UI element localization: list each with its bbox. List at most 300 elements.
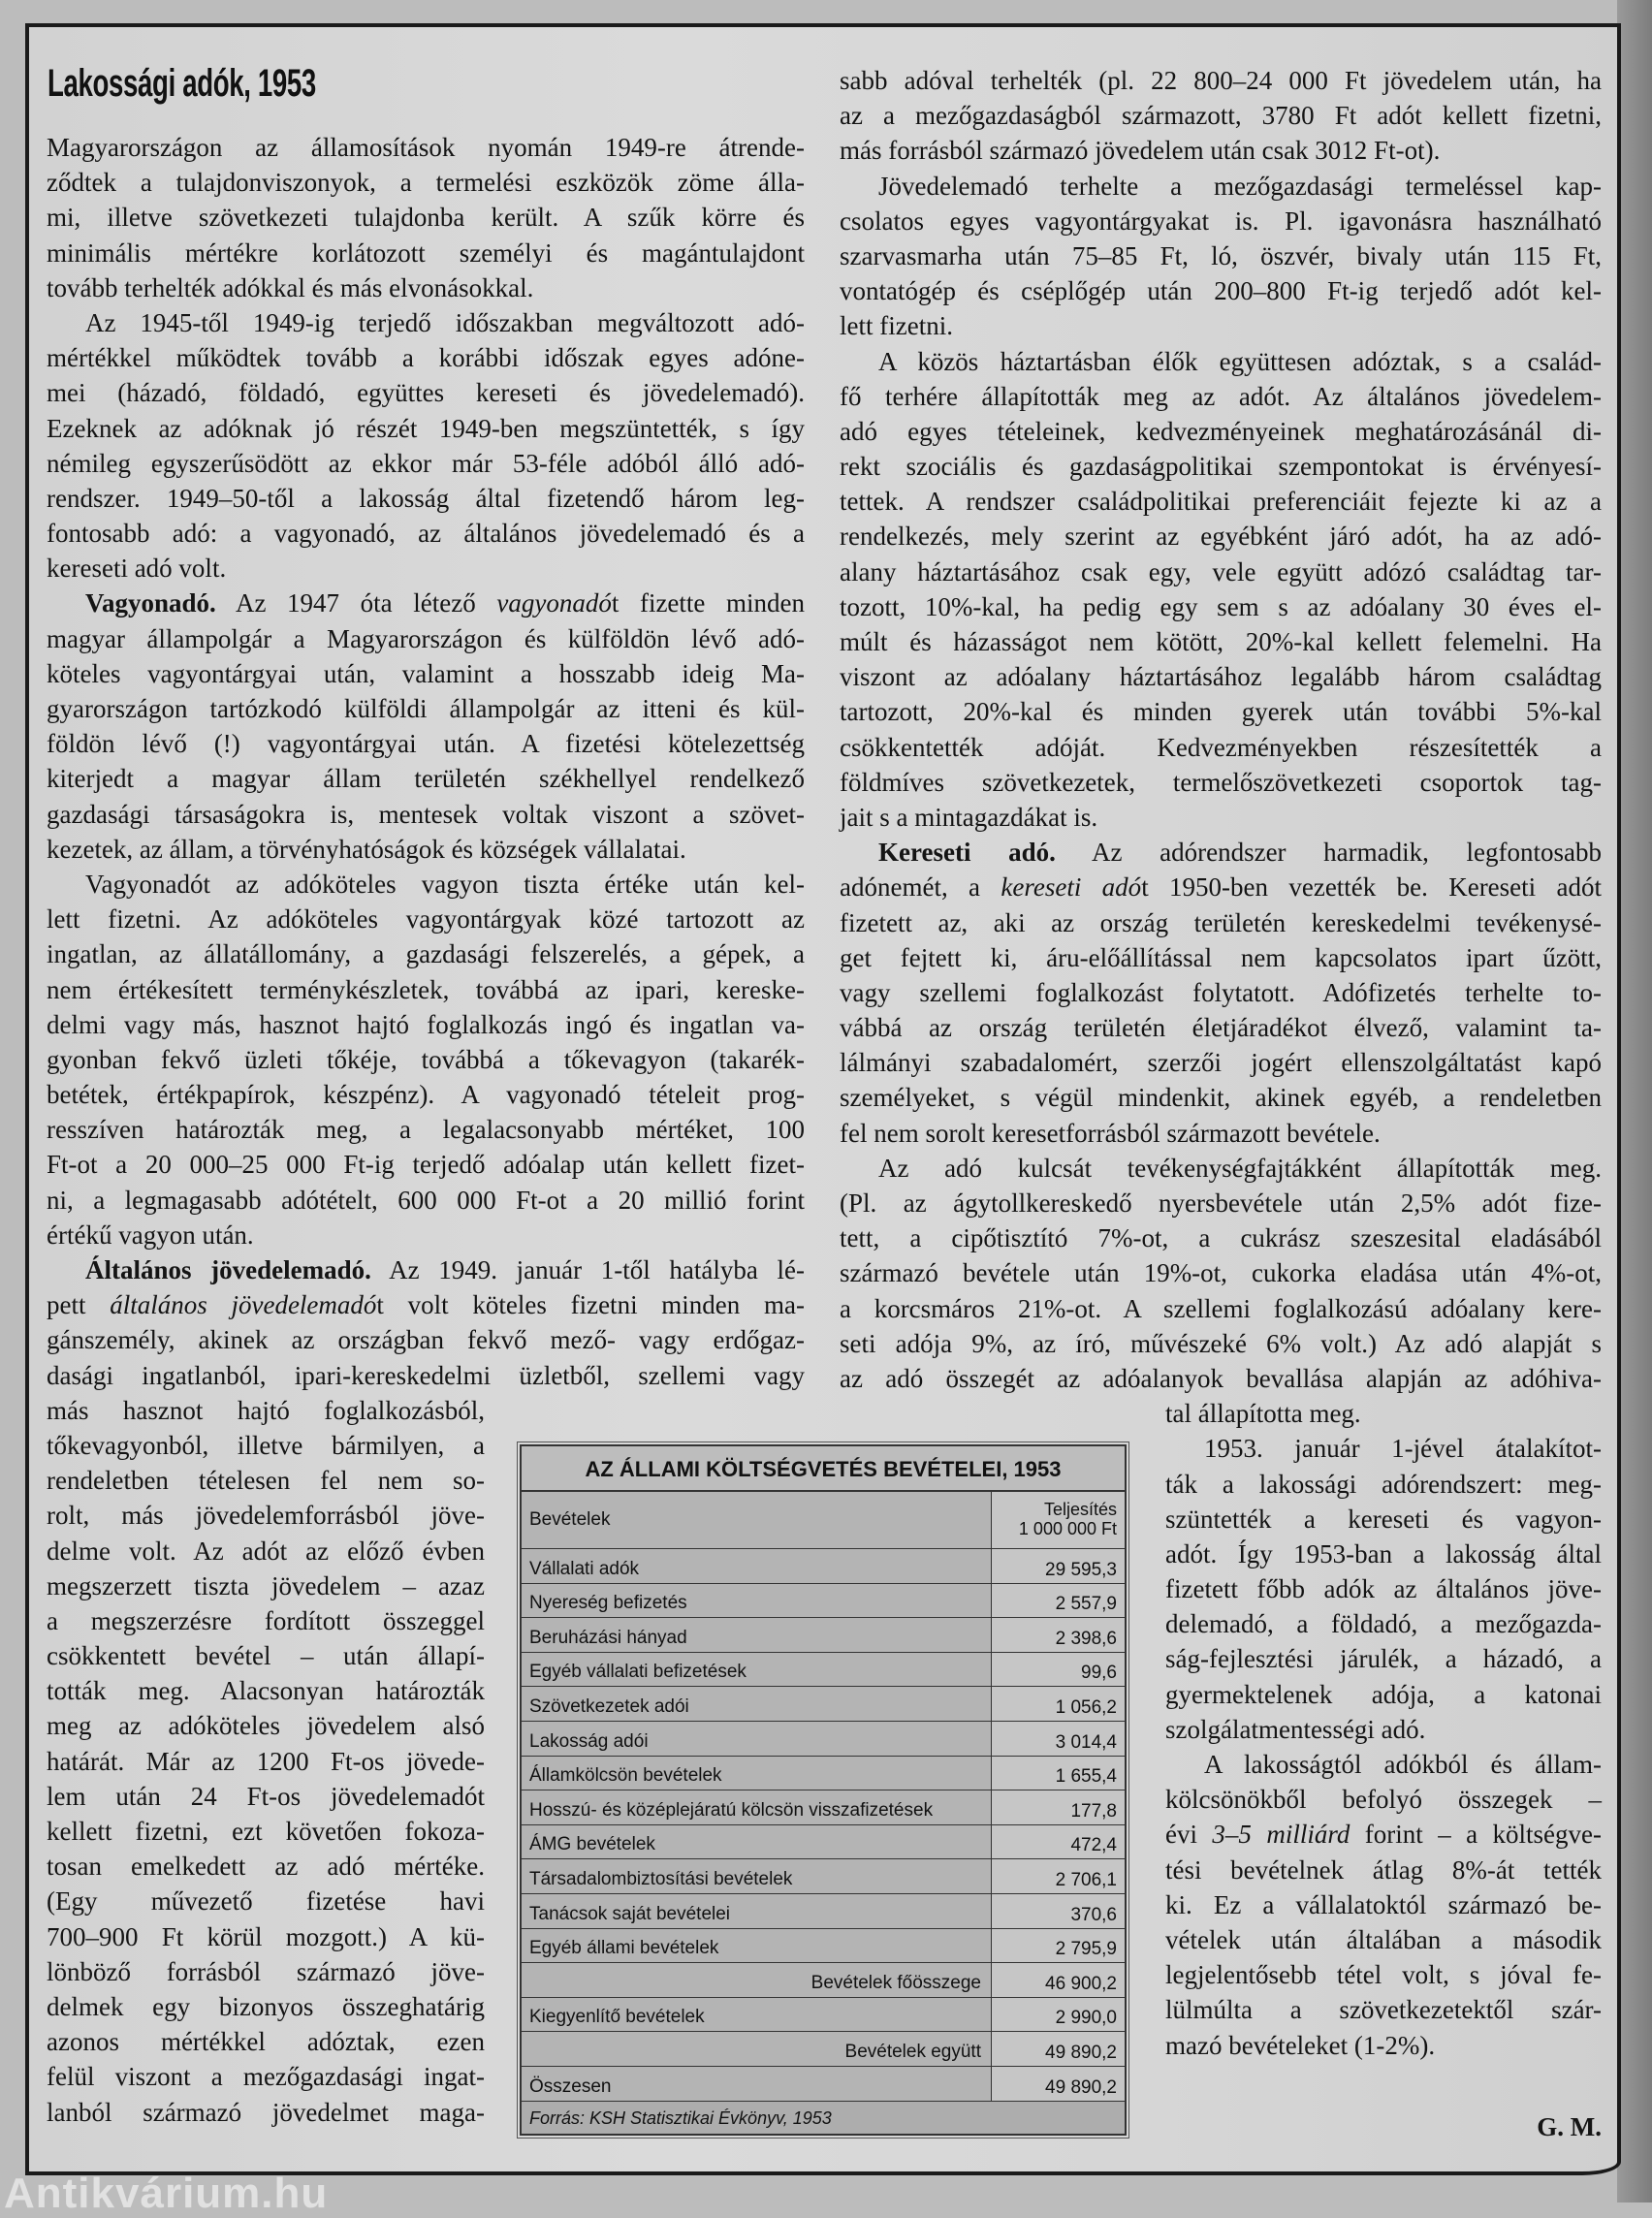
text-line <box>47 1393 485 1428</box>
text-run: tovább terhelték adókkal és más elvonásokkal. <box>47 272 534 302</box>
table-body <box>522 1549 1125 2102</box>
italic-run: vagyonadó <box>496 588 612 618</box>
text-run: rendeletben tételesen fel nem so- <box>47 1466 485 1496</box>
text-line <box>840 905 1602 940</box>
line-text <box>47 656 805 691</box>
text-run: ták a lakossági adórendszert: meg- <box>1165 1469 1602 1499</box>
line-text <box>840 694 1602 729</box>
line-text <box>840 98 1602 133</box>
line-text <box>47 1393 485 1428</box>
line-text <box>840 1045 1602 1080</box>
text-line <box>840 133 1602 168</box>
text-line <box>47 867 805 902</box>
text-line <box>47 1673 485 1708</box>
line-text <box>47 902 805 936</box>
text-run: Vagyonadót az adóköteles vagyon tiszta értéke után kel- <box>85 869 805 899</box>
row-label: Társadalombiztosítási bevételek <box>522 1859 992 1893</box>
row-value: 2 795,9 <box>992 1929 1125 1963</box>
text-line <box>47 1638 485 1673</box>
text-run: 1953. január 1-jével átalakítot- <box>1204 1434 1602 1464</box>
table-row <box>522 1549 1125 1584</box>
line-text <box>47 1287 805 1322</box>
text-run: kellett fizetni, ezt követően fokoza- <box>47 1817 485 1846</box>
line-text <box>47 761 805 796</box>
text-run: földmíves szövetkezetek, termelőszövetkezeti csoportok tag- <box>840 767 1602 797</box>
text-run: lett fizetni. <box>840 311 953 341</box>
line-text <box>85 586 805 620</box>
text-line <box>47 305 805 340</box>
text-run: minimális mértékre korlátozott személyi és magántulajdont <box>47 238 805 268</box>
paragraph <box>840 1151 1602 1432</box>
line-text <box>1165 1887 1602 1922</box>
text-line <box>47 1708 485 1743</box>
line-text <box>47 165 805 200</box>
text-line <box>1165 1992 1602 2027</box>
text-line <box>840 379 1602 414</box>
text-run: Jövedelemadó terhelte a mezőgazdasági termeléssel kap- <box>878 171 1602 201</box>
text-run: t volt köteles fizetni minden ma- <box>376 1290 805 1320</box>
line-text <box>47 130 805 165</box>
text-run: származó bevétele után 19%-ot, cukorka eladása után 4%-ot, <box>840 1258 1602 1288</box>
paragraph <box>47 867 805 1252</box>
line-text <box>840 449 1602 484</box>
italic-run: 3–5 milliárd <box>1212 1820 1350 1850</box>
line-text <box>47 1814 485 1849</box>
text-run: kereseti adó volt. <box>47 554 227 584</box>
text-run: delme volt. Az adót az előző évben <box>47 1536 485 1566</box>
line-text <box>840 204 1602 238</box>
text-line <box>840 449 1602 484</box>
text-run: dasági ingatlanból, ipari-kereskedelmi üzletből, szellemi vagy <box>47 1360 805 1390</box>
line-text <box>47 1568 485 1603</box>
text-run: betétek, értékpapírok, készpénz). A vagyonadó tételeit prog- <box>47 1080 805 1110</box>
text-run: szolgálatmentességi adó. <box>1165 1714 1426 1744</box>
line-text <box>47 1673 485 1708</box>
text-run: fő terhére állapították meg az adót. Az általános jövedelem- <box>840 381 1602 411</box>
text-run: szarvasmarha után 75–85 Ft, ló, öszvér, bivaly után 115 Ft, <box>840 240 1602 270</box>
line-text <box>840 1220 1602 1255</box>
text-line <box>840 1186 1602 1220</box>
paragraph <box>840 344 1602 836</box>
text-line <box>1165 2028 1602 2063</box>
text-line <box>47 375 805 410</box>
text-line <box>47 1252 805 1287</box>
paragraph <box>47 305 805 586</box>
text-line <box>47 1147 805 1182</box>
line-text <box>47 1042 805 1077</box>
text-run: gyarországon tartózkodó külföldi állampolgár az itteni és kül- <box>47 694 805 723</box>
text-line <box>47 797 805 832</box>
text-run: tották meg. Alacsonyan határozták <box>47 1676 485 1706</box>
row-value: 99,6 <box>992 1653 1125 1687</box>
text-run: sabb adóval terhelték (pl. 22 800–24 000 Ft jövedelem után, ha <box>840 66 1602 95</box>
text-run: az adó összegét az adóalanyok bevallása alapján az adóhiva- <box>840 1363 1602 1393</box>
line-text <box>47 516 805 551</box>
text-line <box>840 1220 1602 1255</box>
line-text <box>47 691 805 726</box>
text-run: tési bevételnek átlag 8%-át tették <box>1165 1854 1602 1885</box>
row-value: 472,4 <box>992 1825 1125 1859</box>
line-text <box>840 1361 1602 1396</box>
row-label: Tanácsok saját bevételei <box>522 1894 992 1928</box>
line-text <box>47 832 686 867</box>
line-text <box>1165 1677 1602 1712</box>
text-line <box>47 481 805 516</box>
text-run: a korcsmáros 21%-ot. A szellemi foglalkozású adóalany kere- <box>840 1293 1602 1323</box>
line-text <box>47 1183 805 1218</box>
text-run: viszont az adóalany háztartásához legalább három családtag <box>840 662 1602 692</box>
line-text <box>47 1638 485 1673</box>
line-text <box>878 344 1602 379</box>
paragraph <box>47 586 805 867</box>
line-text <box>47 621 805 656</box>
text-run: nem értékesített terménykészletek, továbbá az ipari, kereske- <box>47 974 805 1004</box>
row-value: 46 900,2 <box>992 1963 1125 1997</box>
text-run: magyar állampolgár a Magyarországon és külföldön lévő adó- <box>47 623 805 653</box>
text-run: A közös háztartásban élők együttesen adóztak, s a család- <box>878 346 1602 376</box>
text-run: rolt, más jövedelemforrásból jöve- <box>47 1501 485 1531</box>
text-line <box>1165 1957 1602 1992</box>
row-value: 2 398,6 <box>992 1618 1125 1652</box>
text-line <box>47 1779 485 1814</box>
text-line <box>47 236 805 270</box>
text-line <box>840 484 1602 519</box>
line-text <box>47 1989 485 2024</box>
text-run: gyonban fekvő üzleti tőkéje, továbbá a tőkevagyon (takarék- <box>47 1044 805 1074</box>
text-line <box>47 165 805 200</box>
text-line <box>840 694 1602 729</box>
author-signature: G. M. <box>1537 2112 1602 2141</box>
table-header-row <box>522 1492 1125 1549</box>
line-text <box>47 340 805 375</box>
line-text <box>85 1252 805 1287</box>
text-run: rekt szociális és gazdaságpolitikai szempontokat is érvényesí- <box>840 452 1602 482</box>
line-text <box>840 63 1602 98</box>
text-run: kiterjedt a magyar állam területén székhellyel rendelkező <box>47 764 805 794</box>
text-line <box>840 659 1602 694</box>
text-run: vontatógép és cséplőgép után 200–800 Ft-ig terjedő adót kel- <box>840 276 1602 306</box>
text-run: jait s a mintagazdákat is. <box>840 802 1098 832</box>
text-line <box>1165 1782 1602 1817</box>
row-value: 29 595,3 <box>992 1549 1125 1583</box>
text-line <box>47 130 805 165</box>
line-text <box>1165 1467 1602 1502</box>
text-line <box>840 1151 1602 1186</box>
line-text <box>840 379 1602 414</box>
row-value: 2 557,9 <box>992 1584 1125 1618</box>
line-text <box>878 169 1602 204</box>
line-text <box>1204 1747 1602 1782</box>
table-row <box>522 2032 1125 2067</box>
line-text <box>47 1147 805 1182</box>
row-value: 2 706,1 <box>992 1859 1125 1893</box>
text-run: Az 1947 óta létező <box>215 588 497 618</box>
text-line <box>840 589 1602 624</box>
text-line <box>1165 1606 1602 1641</box>
text-line <box>47 761 805 796</box>
paragraph <box>840 169 1602 344</box>
row-value: 1 655,4 <box>992 1757 1125 1790</box>
text-line <box>47 936 805 971</box>
text-run: pett <box>47 1290 111 1320</box>
row-label: Államkölcsön bevételek <box>522 1757 992 1790</box>
table-source: Forrás: KSH Statisztikai Évkönyv, 1953 <box>522 2102 1125 2134</box>
text-line <box>47 656 805 691</box>
text-line <box>840 414 1602 449</box>
text-line <box>1165 1677 1602 1712</box>
line-text <box>47 1849 485 1884</box>
text-line <box>840 1361 1602 1396</box>
line-text <box>47 2059 485 2094</box>
line-text <box>840 133 1440 168</box>
line-text <box>47 411 805 446</box>
text-run: kezetek, az állam, a törvényhatóságok és községek vállalatai. <box>47 834 686 864</box>
text-line <box>1165 1712 1602 1747</box>
text-line <box>47 1498 485 1533</box>
line-text <box>1165 1641 1602 1676</box>
text-run: Az 1945-től 1949-ig terjedő időszakban megváltozott adó- <box>85 307 805 337</box>
text-line <box>47 1954 485 1989</box>
text-line <box>840 344 1602 379</box>
line-text <box>47 200 805 235</box>
text-line <box>47 1042 805 1077</box>
text-run: kölcsönökből befolyó összegek – <box>1165 1785 1602 1815</box>
line-text <box>1165 1817 1602 1852</box>
line-text <box>1204 1431 1602 1466</box>
text-line <box>1165 1922 1602 1957</box>
text-run: határát. Már az 1200 Ft-os jövede- <box>47 1746 485 1776</box>
line-text <box>47 1708 485 1743</box>
line-text <box>840 414 1602 449</box>
text-run: fizetett az, aki az ország területén kereskedelmi tevékenysé- <box>840 907 1602 937</box>
text-run: némileg egyszerűsödött az ekkor már 53-féle adóból álló adó- <box>47 448 805 478</box>
line-text <box>47 726 805 761</box>
text-run: (Egy művezető fizetése havi <box>47 1886 485 1917</box>
text-line <box>47 691 805 726</box>
table-row <box>522 1722 1125 1757</box>
line-text <box>47 1322 805 1357</box>
text-run: resszíven határozták meg, a legalacsonyabb mértéket, 100 <box>47 1115 805 1145</box>
line-text <box>840 1116 1381 1151</box>
line-text <box>1165 1502 1602 1537</box>
text-run: szüntették a kereseti és vagyon- <box>1165 1504 1602 1534</box>
row-label: Lakosság adói <box>522 1722 992 1756</box>
text-line <box>47 200 805 235</box>
line-text <box>47 2024 485 2059</box>
text-line <box>47 1463 485 1498</box>
text-line <box>1165 1467 1602 1502</box>
text-run: lálmányi szabadalomért, szerzői jogért ellenszolgáltatást kapó <box>840 1048 1602 1078</box>
text-line <box>47 1568 485 1603</box>
text-line <box>47 516 805 551</box>
page-edge-shadow <box>1617 0 1652 2202</box>
row-label: Nyereség befizetés <box>522 1584 992 1618</box>
bold-run: Általános jövedelemadó. <box>85 1255 371 1284</box>
text-line <box>47 551 805 586</box>
text-run: más forrásból származó jövedelem után csak 3012 Ft-ot). <box>840 136 1441 166</box>
text-line <box>840 169 1602 204</box>
text-run: Az 1949. január 1-től hatályba lé- <box>370 1255 805 1284</box>
table-row <box>522 1894 1125 1929</box>
line-text <box>840 554 1602 589</box>
text-line <box>47 1077 805 1112</box>
text-run: tosan emelkedett az adó mértéke. <box>47 1852 485 1882</box>
text-line <box>47 1534 485 1568</box>
line-text <box>840 870 1602 904</box>
text-run: gyermektelenek adója, a katonai <box>1165 1679 1602 1709</box>
line-text <box>840 975 1602 1010</box>
table-row <box>522 1929 1125 1964</box>
text-line <box>840 1326 1602 1361</box>
line-text <box>878 1151 1602 1186</box>
text-line <box>47 1603 485 1638</box>
text-run: gazdasági társaságokra is, mentesek voltak viszont a szövet- <box>47 799 805 829</box>
text-line <box>840 1255 1602 1290</box>
header-value <box>992 1492 1125 1548</box>
line-text <box>840 800 1097 835</box>
budget-revenue-table <box>520 1444 1127 2136</box>
line-text <box>840 730 1602 765</box>
text-line <box>840 765 1602 800</box>
text-line <box>1165 1641 1602 1676</box>
text-line <box>47 1744 485 1779</box>
line-text <box>840 519 1602 554</box>
line-text <box>47 1463 485 1498</box>
text-line <box>47 2024 485 2059</box>
italic-run: általános jövedelemadó <box>110 1290 377 1320</box>
line-text <box>47 1884 485 1918</box>
text-run: lülmúlta a szövetkezetektől szár- <box>1165 1995 1602 2025</box>
text-run: lett fizetni. Az adóköteles vagyontárgyak közé tartozott az <box>47 904 805 935</box>
text-run: személyeket, s végül mindenkit, akinek egyéb, a rendeletben <box>840 1083 1602 1113</box>
line-text <box>47 1744 485 1779</box>
paragraph <box>840 63 1602 169</box>
line-text <box>47 481 805 516</box>
text-line <box>47 726 805 761</box>
line-text <box>840 659 1602 694</box>
text-run: múlt és házasságot nem kötött, 20%-kal kellett felemelni. Ha <box>840 627 1602 656</box>
line-text <box>47 1112 805 1147</box>
line-text <box>840 1010 1602 1045</box>
text-run: vagy szellemi foglalkozást folytatott. Adófizetés terhelte to- <box>840 977 1602 1007</box>
text-line <box>47 1358 805 1393</box>
line-text <box>47 1498 485 1533</box>
text-run: lönböző forrásból származó jöve- <box>47 1956 485 1986</box>
line-text <box>840 484 1602 519</box>
text-line <box>47 1007 805 1042</box>
text-run: tozott, 10%-kal, ha pedig egy sem s az adóalany 30 éves el- <box>840 591 1602 621</box>
line-text <box>47 1603 485 1638</box>
paragraph <box>47 130 805 305</box>
text-run: ződtek a tulajdonviszonyok, a termelési eszközök zöme álla- <box>47 168 805 198</box>
line-text <box>840 940 1602 975</box>
text-line <box>840 1010 1602 1045</box>
header-label: Bevételek <box>522 1492 992 1548</box>
text-run: adó egyes tételeinek, kedvezményeinek meghatározásánál di- <box>840 416 1602 446</box>
line-text <box>1165 1957 1602 1992</box>
text-run: fel nem sorolt keresetforrásból származott bevétele. <box>840 1118 1381 1148</box>
text-run: Magyarországon az államosítások nyomán 1949-re átrende- <box>47 133 805 162</box>
text-run: delemadó, a földadó, a mezőgazda- <box>1165 1609 1602 1639</box>
text-run: Ft-ot a 20 000–25 000 Ft-ig terjedő adóalap után kellett fizet- <box>47 1150 805 1180</box>
text-run: rendszer. 1949–50-től a lakosság által fizetendő három leg- <box>47 483 805 513</box>
line-text <box>840 1080 1602 1115</box>
table-row <box>522 1618 1125 1653</box>
row-label: ÁMG bevételek <box>522 1825 992 1859</box>
table-row <box>522 1584 1125 1619</box>
text-run: t fizette minden <box>611 588 806 618</box>
line-text <box>840 589 1602 624</box>
text-line <box>47 1287 805 1322</box>
line-text <box>47 972 805 1007</box>
text-run: csökkentették adóját. Kedvezményekben részesítették a <box>840 732 1602 762</box>
text-run: adónemét, a <box>840 872 1001 903</box>
bold-run: Kereseti adó. <box>878 838 1056 868</box>
text-run: lanból származó jövedelmet maga- <box>47 2097 485 2127</box>
text-line <box>1165 1431 1602 1466</box>
text-run: mazó bevételeket (1-2%). <box>1165 2030 1436 2060</box>
text-line <box>47 902 805 936</box>
row-value: 1 056,2 <box>992 1687 1125 1721</box>
line-text <box>47 1218 254 1252</box>
line-text <box>47 446 805 481</box>
text-line <box>840 1080 1602 1115</box>
row-value: 370,6 <box>992 1894 1125 1928</box>
line-text <box>47 1779 485 1814</box>
row-label: Kiegyenlítő bevételek <box>522 1998 992 2032</box>
row-value: 177,8 <box>992 1790 1125 1824</box>
line-text <box>47 1077 805 1112</box>
text-run: gánszemély, akinek az országban fekvő mező- vagy erdőgaz- <box>47 1325 805 1355</box>
row-label: Szövetkezetek adói <box>522 1687 992 1721</box>
text-line <box>840 940 1602 975</box>
text-line <box>840 204 1602 238</box>
text-line <box>47 1112 805 1147</box>
text-run: delmi vagy más, hasznot hajtó foglalkozás ingó és ingatlan va- <box>47 1009 805 1039</box>
text-line <box>840 238 1602 273</box>
table-row <box>522 1825 1125 1860</box>
row-value: 2 990,0 <box>992 1998 1125 2032</box>
header-value-line1: Teljesítés <box>1043 1500 1117 1519</box>
text-line <box>840 1116 1602 1151</box>
line-text <box>47 1358 805 1393</box>
row-label: Összesen <box>522 2067 992 2101</box>
text-run: seti adója 9%, az író, művészeké 6% volt.) Az adó alapját s <box>840 1328 1602 1358</box>
line-text <box>47 270 533 305</box>
line-text <box>840 308 953 343</box>
text-line <box>47 2095 485 2130</box>
line-text <box>85 305 805 340</box>
line-text <box>1165 1537 1602 1571</box>
text-run: meg az adóköteles jövedelem alsó <box>47 1711 485 1741</box>
text-run: tettek. A rendszer családpolitikai preferenciáit fejezte ki az a <box>840 487 1602 517</box>
text-line <box>47 1428 485 1463</box>
line-text <box>1165 1782 1602 1817</box>
line-text <box>1165 1571 1602 1606</box>
text-line <box>47 340 805 375</box>
text-line <box>47 411 805 446</box>
text-line <box>840 800 1602 835</box>
text-run: mértékkel működtek tovább a korábbi időszak egyes adóne- <box>47 343 805 373</box>
table-row <box>522 1859 1125 1894</box>
line-text <box>47 1919 485 1954</box>
table-row <box>522 1687 1125 1722</box>
line-text <box>47 1007 805 1042</box>
line-text <box>47 797 805 832</box>
line-text <box>47 551 226 586</box>
line-text <box>840 1186 1602 1220</box>
line-text <box>840 273 1602 308</box>
